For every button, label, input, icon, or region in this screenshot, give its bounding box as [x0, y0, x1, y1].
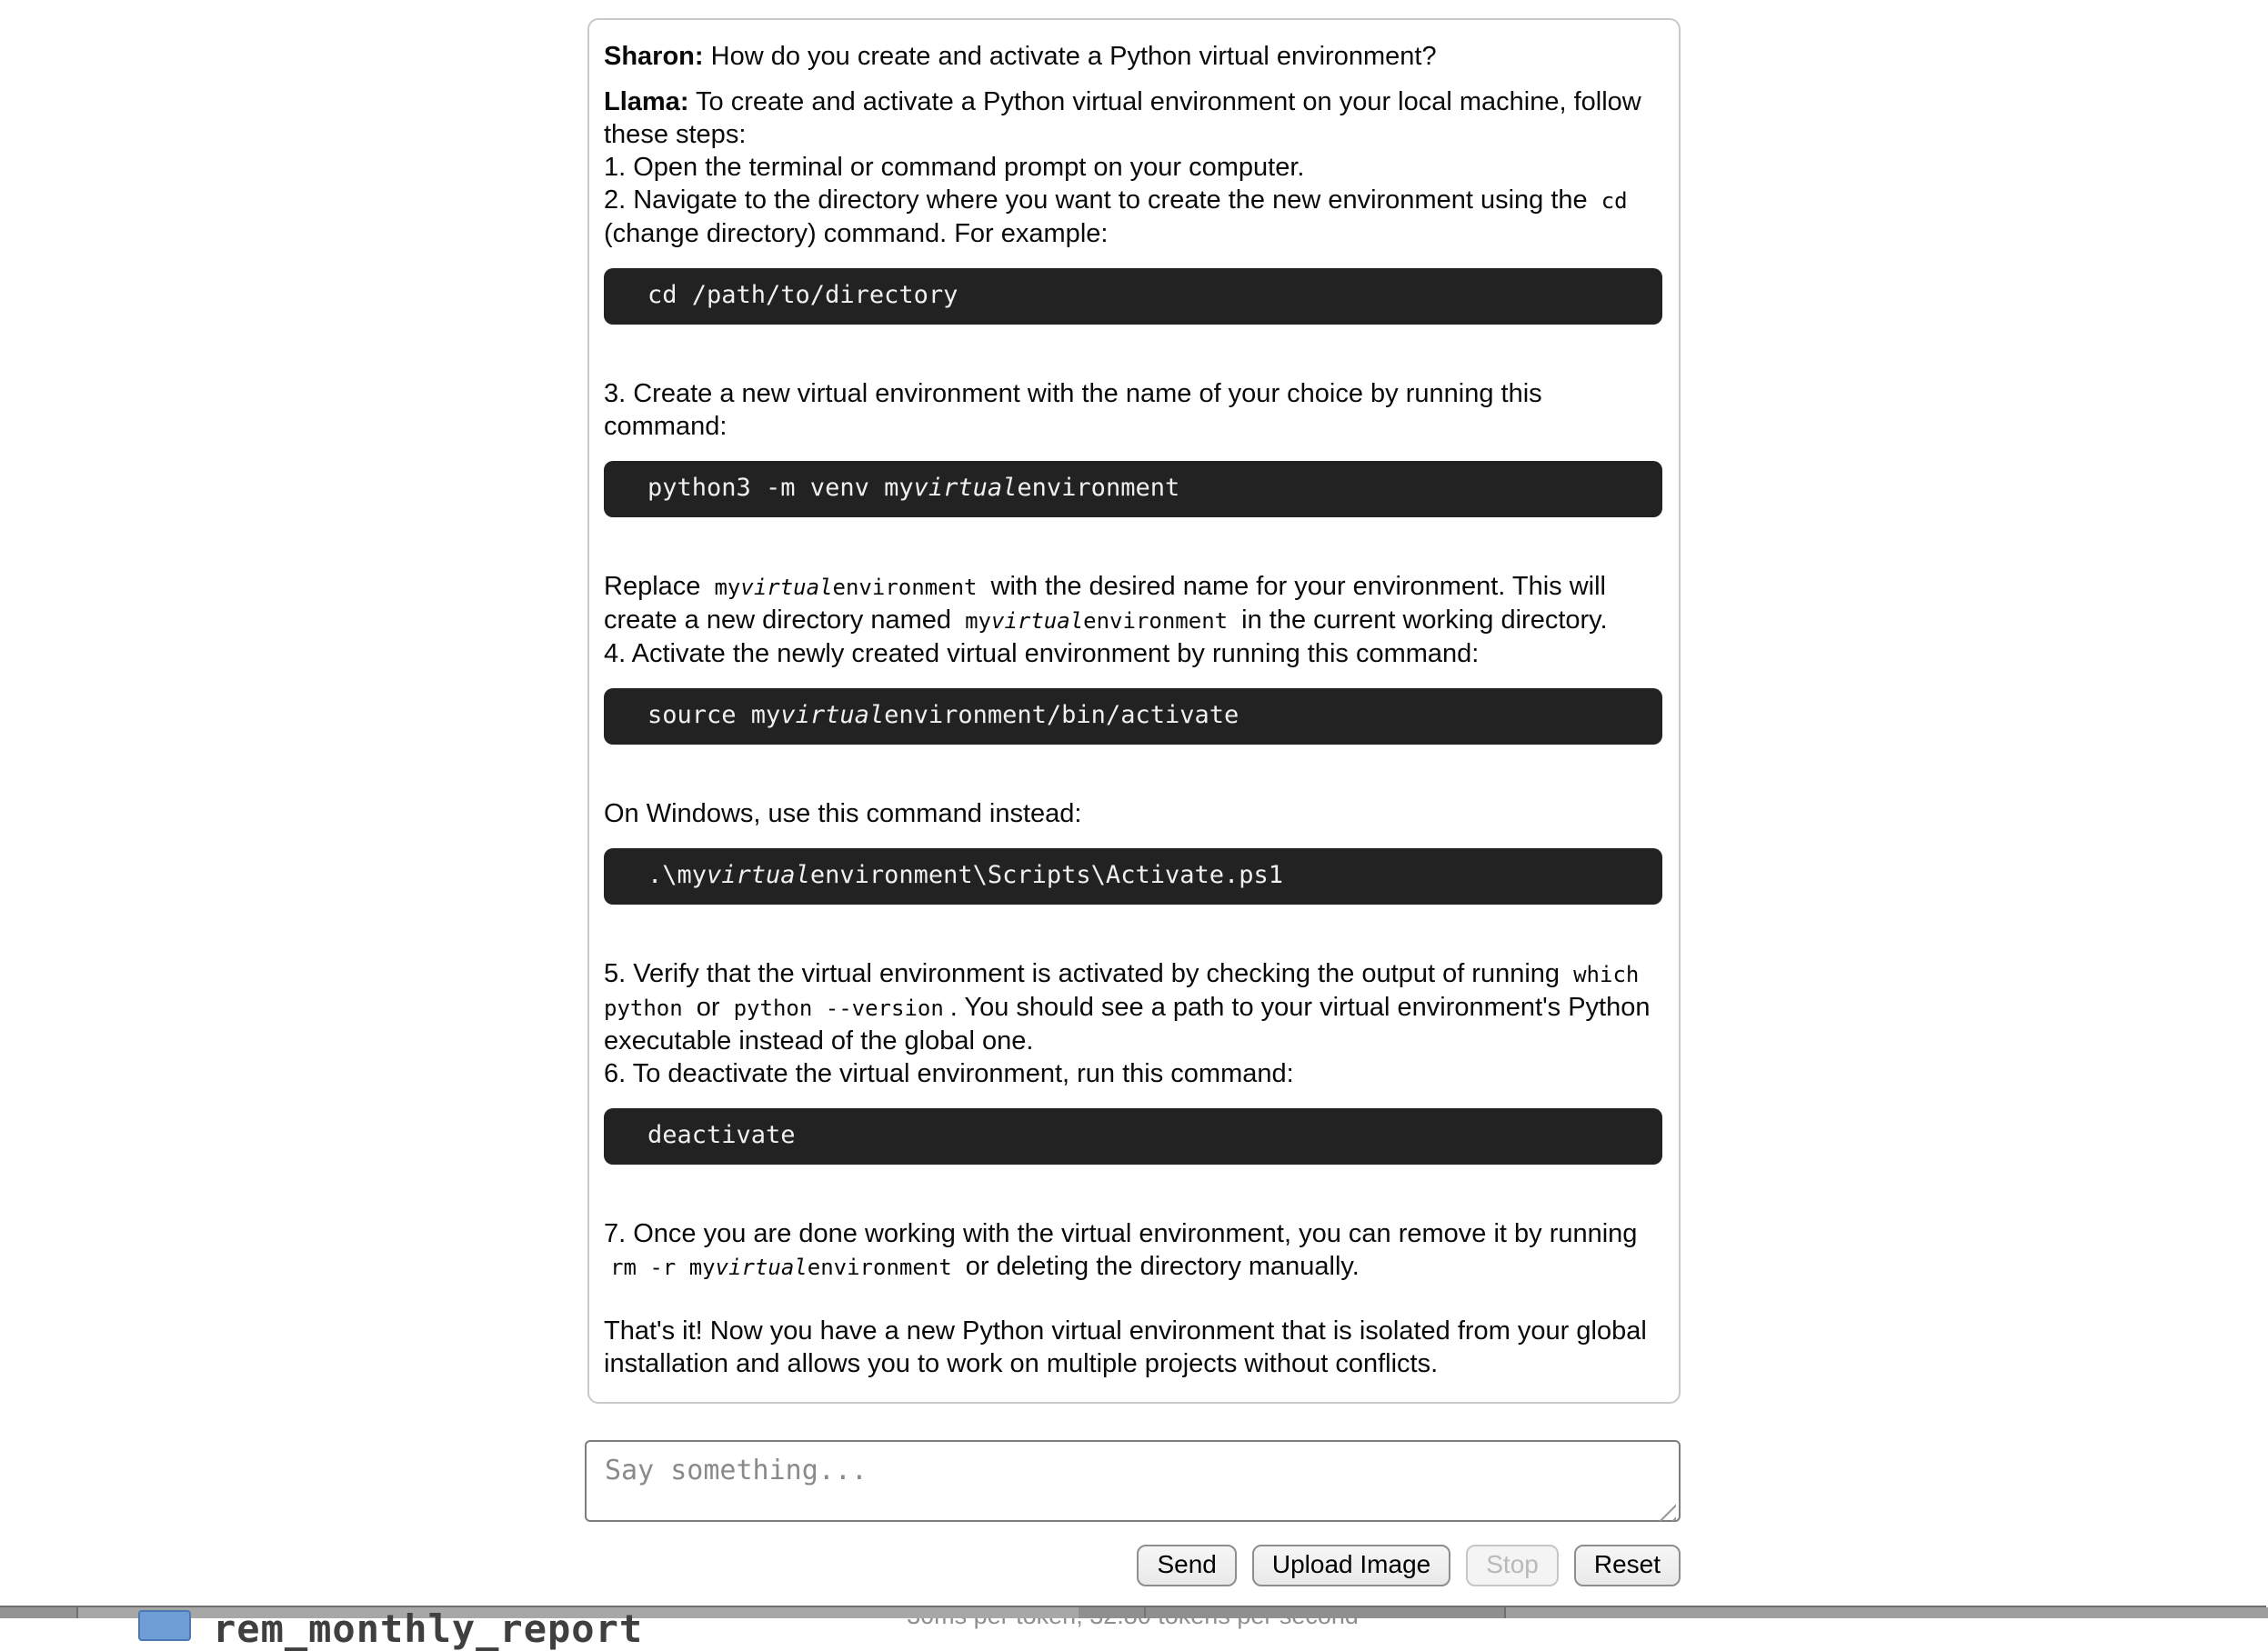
speaker-label: Sharon: — [604, 42, 704, 71]
code-block: .\myvirtualenvironment\Scripts\Activate.ps1 — [604, 848, 1662, 905]
message-paragraph: Llama: To create and activate a Python virtual environment on your local machine, follow these steps: 1. Open the terminal or command prompt on your computer. 2. Navigate to the directory where you want to create the new environment using the cd (change directory) command. For example: — [604, 87, 1641, 248]
button-row — [585, 1545, 1681, 1586]
file-icon — [138, 1610, 191, 1641]
message-paragraph: 5. Verify that the virtual environment is activated by checking the output of running which python or python --version . You should see a path to your virtual environment's Python executable instead of the global one. 6. To deactivate the virtual environment, run this command: — [604, 959, 1651, 1088]
upload-image-button[interactable]: Upload Image — [1252, 1545, 1450, 1586]
background-window-strip — [0, 1606, 2266, 1651]
message-paragraph: Sharon: How do you create and activate a Python virtual environment? — [604, 42, 1437, 71]
strip-segment — [1504, 1607, 2268, 1618]
message-input[interactable] — [585, 1440, 1681, 1522]
page — [0, 18, 2266, 1651]
reset-button[interactable]: Reset — [1574, 1545, 1681, 1586]
chat-transcript — [587, 18, 1681, 1404]
code-block: cd /path/to/directory — [604, 268, 1662, 325]
stop-button: Stop — [1466, 1545, 1559, 1586]
file-name-label: rem_monthly_report — [213, 1606, 644, 1651]
inline-code: myvirtualenvironment — [965, 608, 1229, 634]
message-paragraph: Replace myvirtualenvironment with the desired name for your environment. This will create a new directory named myvirtualenvironment in the current working directory. 4. Activate the newly created virtual environment by running this command: — [604, 572, 1608, 668]
inline-code: python --version — [733, 996, 944, 1021]
message-paragraph: That's it! Now you have a new Python virtual environment that is isolated from your global installation and allows you to work on multiple projects without conflicts. — [604, 1316, 1647, 1378]
code-block: deactivate — [604, 1108, 1662, 1165]
send-button[interactable]: Send — [1137, 1545, 1236, 1586]
composer — [585, 1440, 1681, 1530]
inline-code: which python — [604, 962, 1640, 1021]
speaker-label: Llama: — [604, 87, 689, 116]
inline-code: cd — [1601, 188, 1628, 214]
inline-code: rm -r myvirtualenvironment — [610, 1255, 952, 1280]
message-paragraph: 7. Once you are done working with the virtual environment, you can remove it by running rm -r myvirtualenvironment or deleting the directory manually. — [604, 1219, 1638, 1281]
message-paragraph: On Windows, use this command instead: — [604, 799, 1082, 828]
inline-code: myvirtualenvironment — [714, 575, 978, 600]
message-paragraph: 3. Create a new virtual environment with the name of your choice by running this command: — [604, 379, 1542, 441]
strip-segment — [1079, 1607, 1504, 1618]
strip-segment — [0, 1607, 78, 1618]
code-block: source myvirtualenvironment/bin/activate — [604, 688, 1662, 745]
code-block: python3 -m venv myvirtualenvironment — [604, 461, 1662, 517]
